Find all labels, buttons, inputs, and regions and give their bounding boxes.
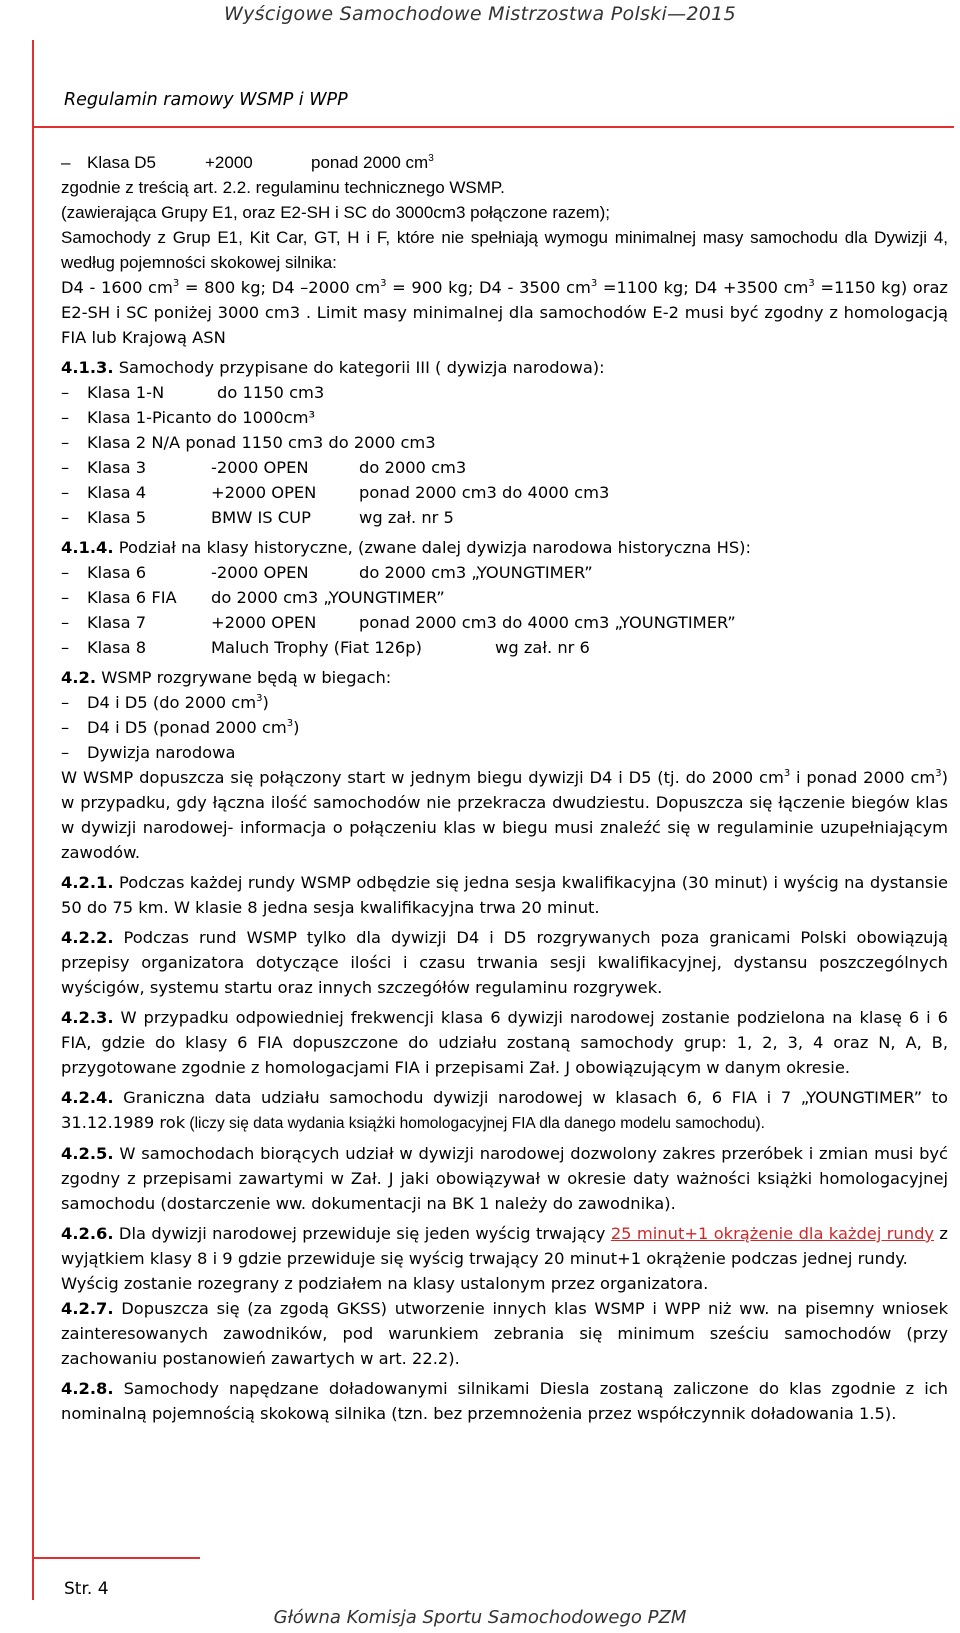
section-4-2-1: 4.2.1. Podczas każdej rundy WSMP odbędzie się jedna sesja kwalifikacyjna (30 minut) i wyścig na dystansie 50 do 75 km. W klasie 8 jedna sesja kwalifikacyjna trwa 20 minut.	[61, 873, 948, 917]
document-footer: Główna Komisja Sportu Samochodowego PZM	[273, 1607, 687, 1628]
section-4-2-5: 4.2.5. W samochodach biorących udział w dywizji narodowej dozwolony zakres przeróbek i zmian musi być zgodny z przepisami zawartymi w Zał. J jaki obowiązywał w okresie daty ważności książki homologacyjnej samochodu (dostarczenie ww. dokumentacji na BK 1 należy do zawodnika).	[61, 1144, 948, 1213]
document-subtitle: Regulamin ramowy WSMP i WPP	[64, 90, 348, 110]
highlighted-race-duration: 25 minut+1 okrążenie dla każdej rundy	[610, 1224, 935, 1243]
header-rule	[32, 126, 954, 128]
left-margin-rule	[32, 40, 34, 1600]
mass-paragraph: D4 - 1600 $cm^3 = 800$ kg; D4 –2000 $cm^3 = 900$ kg; D4 - 3500 $cm^3 =1100$ kg; D4 +3500 $cm^3 =1150$ kg) oraz E2-SH i SC poniżej 3000 cm3 . Limit masy minimalnej dla samochodów E-2 musi być zgodny z homologacją FIA lub Krajową ASN	[61, 278, 948, 347]
section-4-1-4: 4.1.4. Podział na klasy historyczne, (zwane dalej dywizja narodowa historyczna HS):	[61, 538, 752, 557]
list-item: – D4 i D5 (do 2000 $cm^3$)	[61, 693, 269, 712]
compliance-line: zgodnie z treścią art. 2.2. regulaminu technicznego WSMP.	[61, 178, 505, 197]
list-item: – Klasa 1-Picanto do 1000cm³	[61, 408, 316, 427]
section-4-2-8: 4.2.8. Samochody napędzane doładowanymi silnikami Diesla zostaną zaliczone do klas zgodnie z ich nominalną pojemnością skokową silnika (tzn. bez przemnożenia przez współczynnik doładowania 1.5).	[61, 1379, 948, 1423]
section-4-2: 4.2. WSMP rozgrywane będą w biegach:	[61, 668, 392, 687]
list-item: – Klasa 7 +2000 OPEN ponad 2000 cm3 do 4000 cm3 „YOUNGTIMER”	[61, 613, 736, 632]
groups-paragraph: Samochody z Grup E1, Kit Car, GT, H i F, które nie spełniają wymogu minimalnej masy samochodu dla Dywizji 4, według pojemności skokowej silnika:	[61, 228, 948, 272]
section-4-2-4: 4.2.4. Graniczna data udziału samochodu dywizji narodowej w klasach 6, 6 FIA i 7 „YOUNGTIMER” to 31.12.1989 rok (liczy się data wydania książki homologacyjnej FIA dla danego modelu samochodu).	[61, 1088, 948, 1132]
list-item: – Klasa 1-N do 1150 cm3	[61, 383, 325, 402]
list-item: – Dywizja narodowa	[61, 743, 236, 762]
list-item: – Klasa 3 -2000 OPEN do 2000 cm3	[61, 458, 467, 477]
list-item: – Klasa 6 FIA do 2000 cm3 „YOUNGTIMER”	[61, 588, 445, 607]
list-item: – Klasa 6 -2000 OPEN do 2000 cm3 „YOUNGTIMER”	[61, 563, 593, 582]
document-header-title: Wyścigowe Samochodowe Mistrzostwa Polski—2015	[224, 3, 736, 25]
section-4-2-6-note: Wyścig zostanie rozegrany z podziałem na klasy ustalonym przez organizatora.	[61, 1274, 709, 1293]
section-4-2-6: 4.2.6. Dla dywizji narodowej przewiduje się jeden wyścig trwający 25 minut+1 okrążenie dla każdej rundy z wyjątkiem klasy 8 i 9 gdzie przewiduje się wyścig trwający 20 minut+1 okrążenie podczas jednej rundy.	[61, 1224, 948, 1268]
list-item: – D4 i D5 (ponad 2000 $cm^3$)	[61, 718, 300, 737]
section-4-2-7: 4.2.7. Dopuszcza się (za zgodą GKSS) utworzenie innych klas WSMP i WPP niż ww. na pisemny wniosek zainteresowanych zawodników, pod warunkiem zebrania się minimum sześciu samochodów (przy zachowaniu postanowień zawartych w art. 22.2).	[61, 1299, 948, 1368]
section-4-2-2: 4.2.2. Podczas rund WSMP tylko dla dywizji D4 i D5 rozgrywanych poza granicami Polski obowiązują przepisy organizatora dotyczące ilości i czasu trwania sesji kwalifikacyjnej, dystansu poszczególnych wyścigów, systemu startu oraz innych szczegółów regulaminu rozgrywek.	[61, 928, 948, 997]
footer-rule	[32, 1557, 200, 1559]
list-item: – Klasa 2 N/A ponad 1150 cm3 do 2000 cm3	[61, 433, 436, 452]
list-item: – Klasa 4 +2000 OPEN ponad 2000 cm3 do 4000 cm3	[61, 483, 610, 502]
section-4-1-3: 4.1.3. Samochody przypisane do kategorii III ( dywizja narodowa):	[61, 358, 605, 377]
list-item: – Klasa 5 BMW IS CUP wg zał. nr 5	[61, 508, 454, 527]
page-number: Str. 4	[64, 1579, 109, 1599]
class-d5-line: – Klasa D5 +2000 ponad 2000 $cm^3$	[61, 153, 434, 172]
list-item: – Klasa 8 Maluch Trophy (Fiat 126p) wg zał. nr 6	[61, 638, 590, 657]
group-line: (zawierająca Grupy E1, oraz E2-SH i SC do 3000cm3 połączone razem);	[61, 203, 610, 222]
merge-paragraph: W WSMP dopuszcza się połączony start w jednym biegu dywizji D4 i D5 (tj. do 2000 $cm^3$ i ponad 2000 $cm^3$) w przypadku, gdy łączna ilość samochodów nie przekracza dwudziestu. Dopuszcza się łączenie biegów klas w dywizji narodowej- informacja o połączeniu klas w biegu musi znaleźć się w regulaminie uzupełniającym zawodów.	[61, 768, 949, 862]
document-body	[61, 150, 948, 1426]
section-4-2-3: 4.2.3. W przypadku odpowiedniej frekwencji klasa 6 dywizji narodowej zostanie podzielona na klasę 6 i 6 FIA, gdzie do klasy 6 FIA dopuszczone do udziału zostaną samochody grup: 1, 2, 3, 4 oraz N, A, B, przygotowane zgodnie z homologacjami FIA i przepisami Zał. J obowiązującym w danym okresie.	[61, 1008, 948, 1077]
